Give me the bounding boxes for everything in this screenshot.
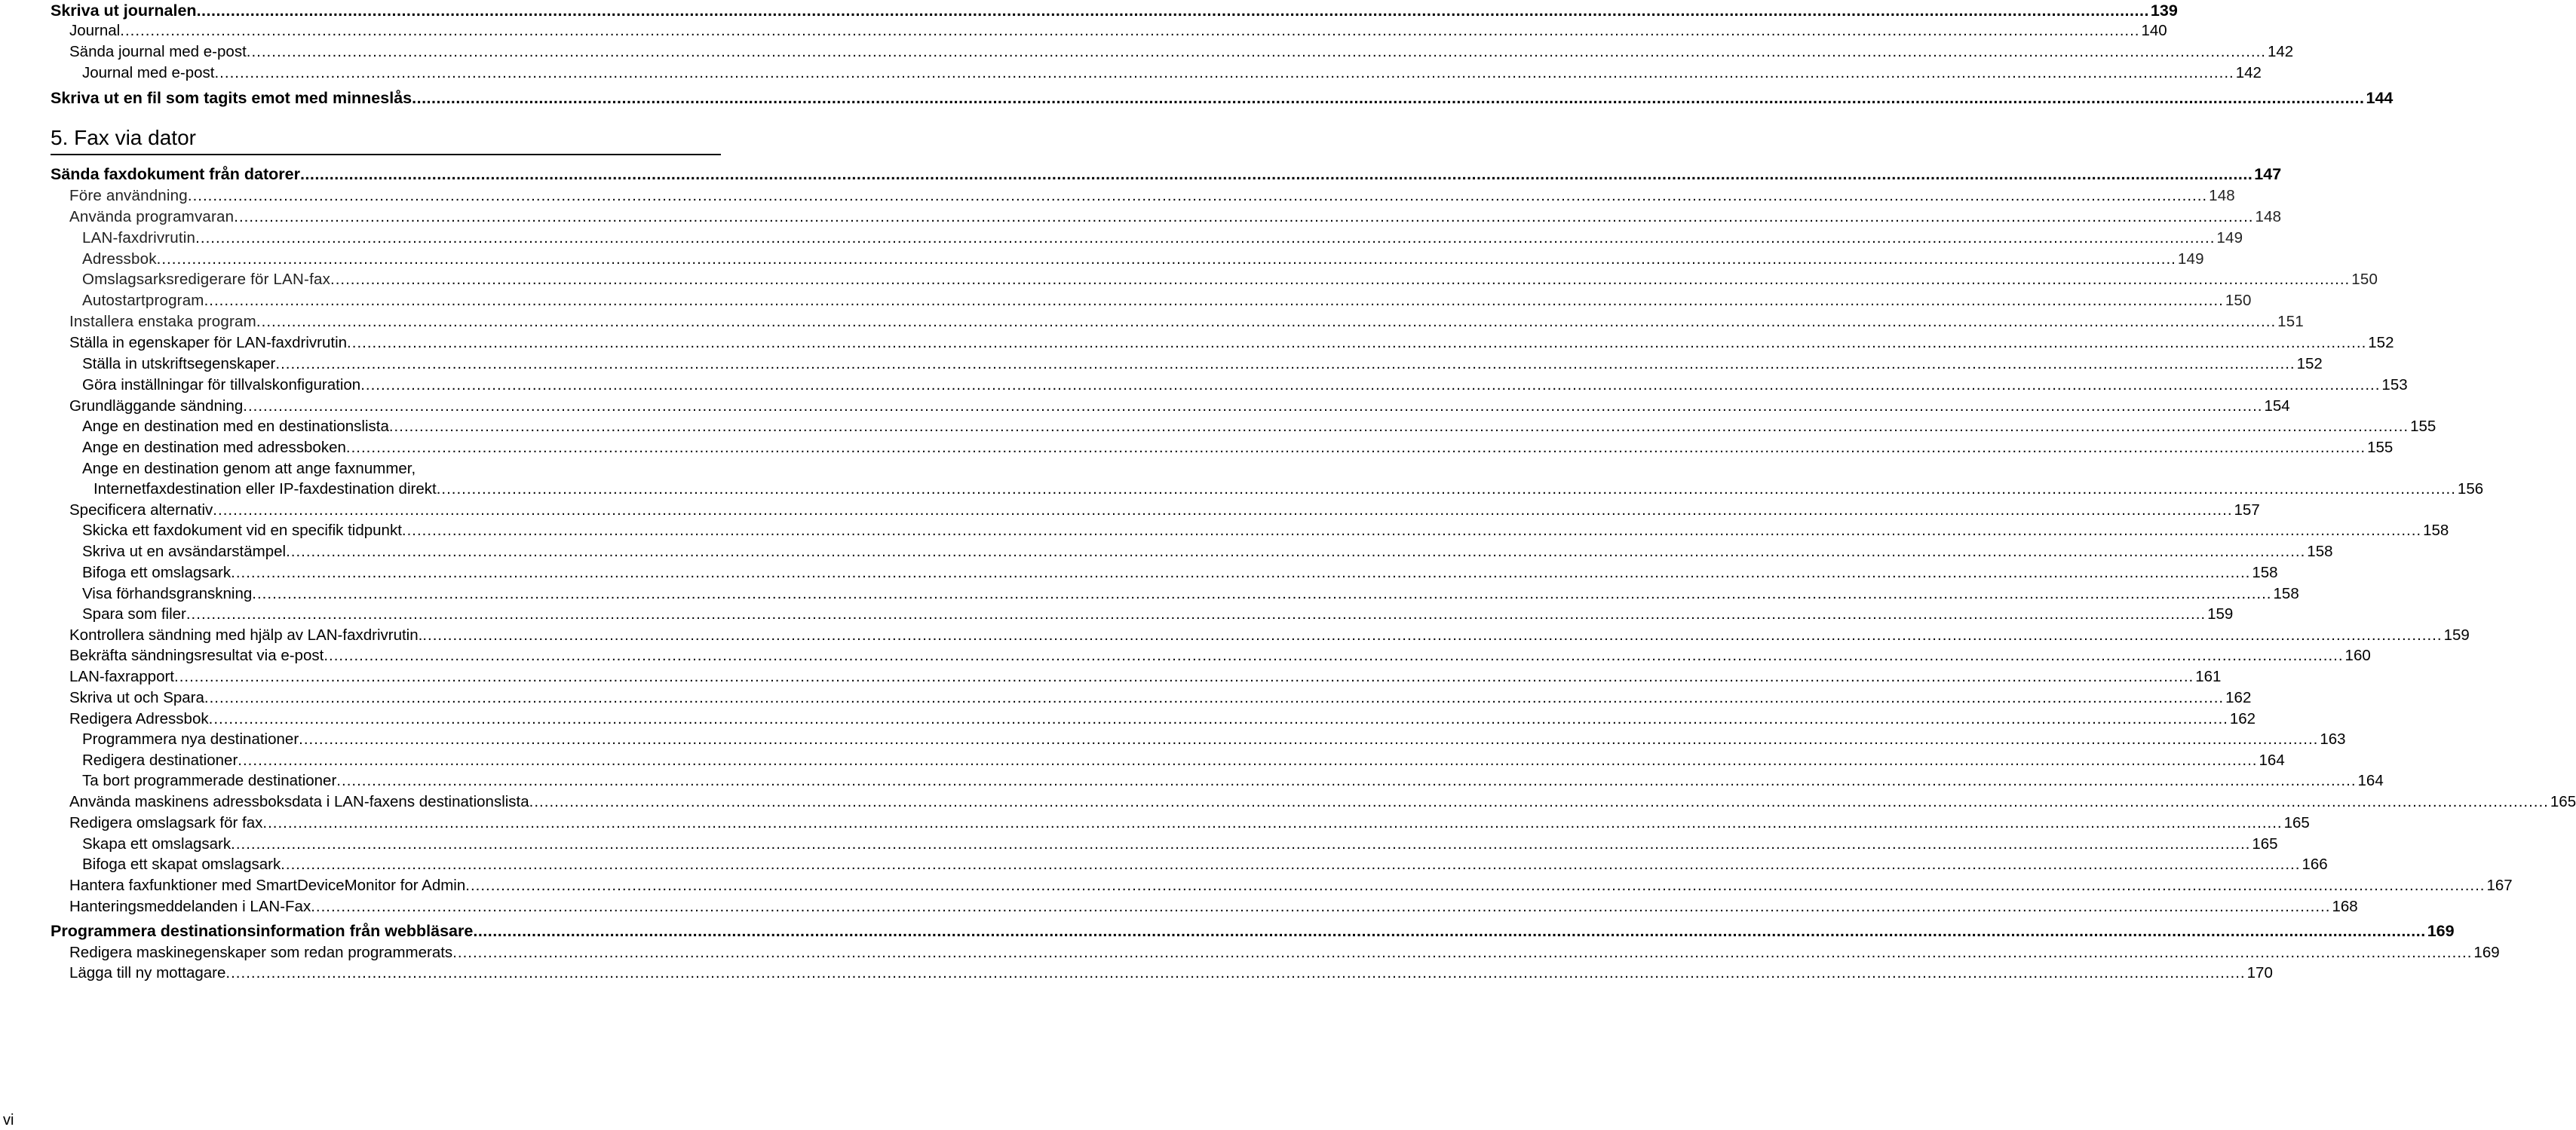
dot-leader: ................................................................................................................................................................................................................................................................................................................................................................................................................: [422, 626, 2443, 644]
toc-entry[interactable]: [82, 63, 2262, 84]
dot-leader: ................................................................................................................................................................................................................................................................................................................................................................................................................: [214, 64, 2234, 81]
toc-entry-title: Journal med e-post: [82, 64, 215, 81]
toc-entry[interactable]: [51, 920, 2455, 942]
toc-entry[interactable]: [69, 625, 2470, 646]
toc-entry-title: Redigera maskinegenskaper som redan programmerats: [69, 944, 453, 961]
dot-leader: ................................................................................................................................................................................................................................................................................................................................................................................................................: [238, 752, 2258, 769]
toc-entry[interactable]: [82, 520, 2449, 541]
toc-entry-page: 140: [2141, 22, 2167, 39]
dot-leader: ................................................................................................................................................................................................................................................................................................................................................................................................................: [204, 292, 2224, 309]
dot-leader: ................................................................................................................................................................................................................................................................................................................................................................................................................: [225, 964, 2246, 981]
dot-leader: ................................................................................................................................................................................................................................................................................................................................................................................................................: [213, 501, 2233, 519]
dot-leader: ................................................................................................................................................................................................................................................................................................................................................................................................................: [401, 522, 2422, 539]
toc-entry-title: Spara som filer: [82, 605, 186, 623]
dot-leader: ................................................................................................................................................................................................................................................................................................................................................................................................................: [234, 208, 2254, 225]
toc-entry-page: 164: [2259, 752, 2285, 769]
dot-leader: ................................................................................................................................................................................................................................................................................................................................................................................................................: [529, 793, 2549, 810]
toc-entry-page: 154: [2264, 397, 2290, 415]
toc-entry-title: Ta bort programmerade destinationer: [82, 772, 337, 789]
toc-entry-page: 158: [2252, 564, 2278, 581]
toc-entry[interactable]: [69, 41, 2294, 63]
dot-leader: ................................................................................................................................................................................................................................................................................................................................................................................................................: [465, 877, 2486, 894]
toc-entry-title: Specificera alternativ: [69, 501, 213, 519]
dot-leader: ................................................................................................................................................................................................................................................................................................................................................................................................................: [281, 856, 2301, 873]
toc-entry-page: 142: [2268, 43, 2294, 60]
dot-leader: ................................................................................................................................................................................................................................................................................................................................................................................................................: [412, 89, 2365, 107]
toc-entry-page: 167: [2486, 877, 2513, 894]
dot-leader: ................................................................................................................................................................................................................................................................................................................................................................................................................: [204, 689, 2225, 706]
toc-entry[interactable]: [82, 375, 2408, 396]
toc-entry-title: Skapa ett omslagsark: [82, 835, 232, 853]
dot-leader: ................................................................................................................................................................................................................................................................................................................................................................................................................: [388, 418, 2409, 435]
toc-entry-title: Använda programvaran: [69, 208, 235, 225]
toc-entry[interactable]: [82, 854, 2328, 875]
toc-entry-title: Bifoga ett omslagsark: [82, 564, 232, 581]
toc-entry-page: 150: [2351, 271, 2378, 288]
toc-entry[interactable]: [69, 311, 2304, 332]
toc-entry-title: Programmera destinationsinformation från webbläsare: [51, 922, 474, 940]
page-number: vi: [3, 1112, 14, 1128]
dot-leader: ................................................................................................................................................................................................................................................................................................................................................................................................................: [156, 250, 2176, 268]
toc-entry[interactable]: [69, 332, 2394, 354]
dot-leader: ................................................................................................................................................................................................................................................................................................................................................................................................................: [360, 376, 2381, 394]
toc-entry[interactable]: [69, 185, 2235, 207]
dot-leader: ................................................................................................................................................................................................................................................................................................................................................................................................................: [324, 647, 2344, 664]
toc-entry-page: 152: [2296, 355, 2323, 372]
toc-entry[interactable]: [69, 875, 2513, 896]
toc-entry-title: Skriva ut och Spara: [69, 689, 204, 706]
toc-entry-title: Adressbok: [82, 250, 157, 268]
toc-entry-title: Skriva ut journalen: [51, 2, 197, 20]
dot-leader: ................................................................................................................................................................................................................................................................................................................................................................................................................: [299, 730, 2319, 748]
toc-entry[interactable]: [69, 942, 2500, 963]
toc-entry-page: 169: [2427, 922, 2455, 940]
toc-entry-page: 149: [2216, 229, 2243, 247]
toc-entry-page: 163: [2320, 730, 2346, 748]
toc-entry-title: Omslagsarksredigerare för LAN-fax: [82, 271, 331, 288]
toc-entry-page: 153: [2381, 376, 2408, 394]
toc-entry-title: Journal: [69, 22, 121, 39]
toc-entry[interactable]: [51, 87, 2394, 109]
toc-entry-title: Före användning: [69, 187, 188, 204]
dot-leader: ................................................................................................................................................................................................................................................................................................................................................................................................................: [243, 397, 2263, 415]
toc-entry[interactable]: [69, 963, 2273, 984]
dot-leader: ................................................................................................................................................................................................................................................................................................................................................................................................................: [186, 605, 2206, 623]
toc-entry[interactable]: [69, 813, 2310, 834]
toc-entry-page: 162: [2229, 710, 2256, 727]
toc-entry-page: 170: [2246, 964, 2273, 981]
toc-entry-page: 159: [2207, 605, 2234, 623]
toc-entry-title: Hanteringsmeddelanden i LAN-Fax: [69, 898, 311, 915]
toc-entry-page: 168: [2332, 898, 2358, 915]
dot-leader: ................................................................................................................................................................................................................................................................................................................................................................................................................: [299, 165, 2253, 183]
toc-entry-page: 158: [2423, 522, 2449, 539]
toc-entry-page: 165: [2252, 835, 2278, 853]
toc-entry[interactable]: [82, 249, 2204, 270]
toc-entry-title: Kontrollera sändning med hjälp av LAN-faxdrivrutin.: [69, 626, 423, 644]
toc-entry-title: Göra inställningar för tillvalskonfiguration: [82, 376, 361, 394]
dot-leader: ................................................................................................................................................................................................................................................................................................................................................................................................................: [436, 480, 2456, 498]
toc-entry-page: 139: [2150, 2, 2178, 20]
toc-entry-title: Grundläggande sändning: [69, 397, 244, 415]
toc-entry-page: 155: [2367, 439, 2394, 456]
toc-entry-title: Bifoga ett skapat omslagsark: [82, 856, 281, 873]
dot-leader: ................................................................................................................................................................................................................................................................................................................................................................................................................: [120, 22, 2140, 39]
toc-entry-page: 151: [2277, 313, 2304, 330]
dot-leader: ................................................................................................................................................................................................................................................................................................................................................................................................................: [452, 944, 2473, 961]
dot-leader: ................................................................................................................................................................................................................................................................................................................................................................................................................: [286, 543, 2306, 560]
toc-entry-page: 161: [2195, 668, 2222, 685]
toc-entry[interactable]: [94, 479, 2484, 500]
toc-entry-title: LAN-faxdrivrutin: [82, 229, 196, 247]
toc-entry[interactable]: [51, 164, 2282, 185]
dot-leader: ................................................................................................................................................................................................................................................................................................................................................................................................................: [262, 814, 2283, 831]
toc-entry[interactable]: [69, 20, 2167, 41]
toc-entry-multiline-first: Ange en destination genom att ange faxnummer,: [82, 460, 416, 477]
toc-entry[interactable]: [69, 896, 2358, 917]
dot-leader: ................................................................................................................................................................................................................................................................................................................................................................................................................: [252, 585, 2272, 602]
toc-entry-page: 148: [2209, 187, 2235, 204]
toc-entry-page: 149: [2177, 250, 2204, 268]
toc-entry[interactable]: [69, 645, 2371, 666]
toc-entry-title: Bekräfta sändningsresultat via e-post: [69, 647, 324, 664]
toc-entry-title: Redigera Adressbok: [69, 710, 209, 727]
toc-entry[interactable]: [82, 770, 2384, 792]
toc-entry-page: 166: [2302, 856, 2328, 873]
dot-leader: ................................................................................................................................................................................................................................................................................................................................................................................................................: [345, 439, 2366, 456]
toc-entry[interactable]: [82, 541, 2333, 562]
toc-entry-title: Ange en destination med en destinationslista: [82, 418, 389, 435]
toc-entry-page: 150: [2225, 292, 2252, 309]
toc-entry-title: Installera enstaka program: [69, 313, 256, 330]
toc-entry-title: Lägga till ny mottagare: [69, 964, 226, 981]
toc-entry-page: 160: [2344, 647, 2371, 664]
toc-entry-title: Redigera destinationer: [82, 752, 238, 769]
dot-leader: ................................................................................................................................................................................................................................................................................................................................................................................................................: [311, 898, 2331, 915]
toc-entry-title: LAN-faxrapport: [69, 668, 175, 685]
toc-entry[interactable]: [82, 750, 2285, 771]
dot-leader: ................................................................................................................................................................................................................................................................................................................................................................................................................: [347, 334, 2367, 351]
toc-entry-title: Programmera nya destinationer: [82, 730, 299, 748]
toc-entry-title: Skriva ut en avsändarstämpel: [82, 543, 287, 560]
toc-entry-page: 157: [2234, 501, 2260, 519]
toc-entry-page: 156: [2457, 480, 2484, 498]
toc-entry-page: 165: [2550, 793, 2576, 810]
toc-entry[interactable]: [82, 290, 2252, 311]
dot-leader: ................................................................................................................................................................................................................................................................................................................................................................................................................: [195, 229, 2216, 247]
toc-entry-title: Autostartprogram: [82, 292, 204, 309]
toc-entry[interactable]: [82, 604, 2234, 625]
toc-entry[interactable]: [82, 562, 2278, 583]
toc-entry-title: Skicka ett faxdokument vid en specifik tidpunkt: [82, 522, 402, 539]
toc-entry[interactable]: [82, 354, 2323, 375]
toc-entry-page: 147: [2254, 165, 2282, 183]
dot-leader: ................................................................................................................................................................................................................................................................................................................................................................................................................: [473, 922, 2426, 940]
toc-entry[interactable]: [82, 583, 2299, 605]
toc-entry[interactable]: [82, 437, 2394, 458]
toc-entry[interactable]: [69, 666, 2222, 687]
dot-leader: ................................................................................................................................................................................................................................................................................................................................................................................................................: [336, 772, 2357, 789]
dot-leader: ................................................................................................................................................................................................................................................................................................................................................................................................................: [231, 564, 2251, 581]
dot-leader: ................................................................................................................................................................................................................................................................................................................................................................................................................: [231, 835, 2251, 853]
dot-leader: ................................................................................................................................................................................................................................................................................................................................................................................................................: [187, 187, 2208, 204]
toc-entry-title: Ställa in utskriftsegenskaper: [82, 355, 276, 372]
toc-entry-title: Visa förhandsgranskning: [82, 585, 253, 602]
toc-entry-title: Ange en destination med adressboken: [82, 439, 346, 456]
toc-entry[interactable]: [82, 269, 2378, 290]
toc-entry[interactable]: [69, 709, 2256, 730]
toc-entry-page: 159: [2443, 626, 2470, 644]
toc-entry-title: Redigera omslagsark för fax: [69, 814, 263, 831]
toc-entry-page: 164: [2357, 772, 2384, 789]
dot-leader: ................................................................................................................................................................................................................................................................................................................................................................................................................: [174, 668, 2194, 685]
toc-entry-title: Sända faxdokument från datorer: [51, 165, 300, 183]
toc-entry-page: 152: [2368, 334, 2394, 351]
toc-entry-title: Hantera faxfunktioner med SmartDeviceMonitor for Admin: [69, 877, 466, 894]
toc-entry[interactable]: [82, 416, 2436, 437]
toc-entry[interactable]: [69, 396, 2290, 417]
dot-leader: ................................................................................................................................................................................................................................................................................................................................................................................................................: [196, 2, 2149, 20]
toc-entry-title: Använda maskinens adressboksdata i LAN-faxens destinationslista: [69, 793, 529, 810]
toc-entry-page: 155: [2410, 418, 2436, 435]
toc-entry-page: 162: [2225, 689, 2252, 706]
dot-leader: ................................................................................................................................................................................................................................................................................................................................................................................................................: [275, 355, 2295, 372]
toc-entry-page: 169: [2473, 944, 2500, 961]
toc-entry-page: 158: [2273, 585, 2299, 602]
toc-entry[interactable]: [69, 687, 2252, 709]
toc-entry[interactable]: [82, 228, 2243, 249]
dot-leader: ................................................................................................................................................................................................................................................................................................................................................................................................................: [256, 313, 2277, 330]
toc-entry-page: 144: [2366, 89, 2394, 107]
toc-entry-page: 142: [2235, 64, 2262, 81]
toc-entry-page: 165: [2283, 814, 2310, 831]
chapter-heading: 5. Fax via dator: [51, 125, 721, 155]
dot-leader: ................................................................................................................................................................................................................................................................................................................................................................................................................: [246, 43, 2266, 60]
toc-entry-page: 158: [2307, 543, 2333, 560]
toc-entry[interactable]: [82, 834, 2278, 855]
toc-entry[interactable]: [69, 792, 2576, 813]
toc-entry[interactable]: [69, 207, 2282, 228]
toc-entry-title: Internetfaxdestination eller IP-faxdestination direkt: [94, 480, 437, 498]
toc-entry[interactable]: [51, 0, 2178, 21]
dot-leader: ................................................................................................................................................................................................................................................................................................................................................................................................................: [208, 710, 2228, 727]
toc-entry-page: 148: [2255, 208, 2282, 225]
dot-leader: ................................................................................................................................................................................................................................................................................................................................................................................................................: [330, 271, 2351, 288]
toc-entry-title: Ställa in egenskaper för LAN-faxdrivrutin: [69, 334, 348, 351]
toc-entry[interactable]: [82, 729, 2346, 750]
toc-entry-title: Skriva ut en fil som tagits emot med minneslås: [51, 89, 412, 107]
toc-entry-title: Sända journal med e-post: [69, 43, 247, 60]
toc-entry[interactable]: [69, 500, 2260, 521]
